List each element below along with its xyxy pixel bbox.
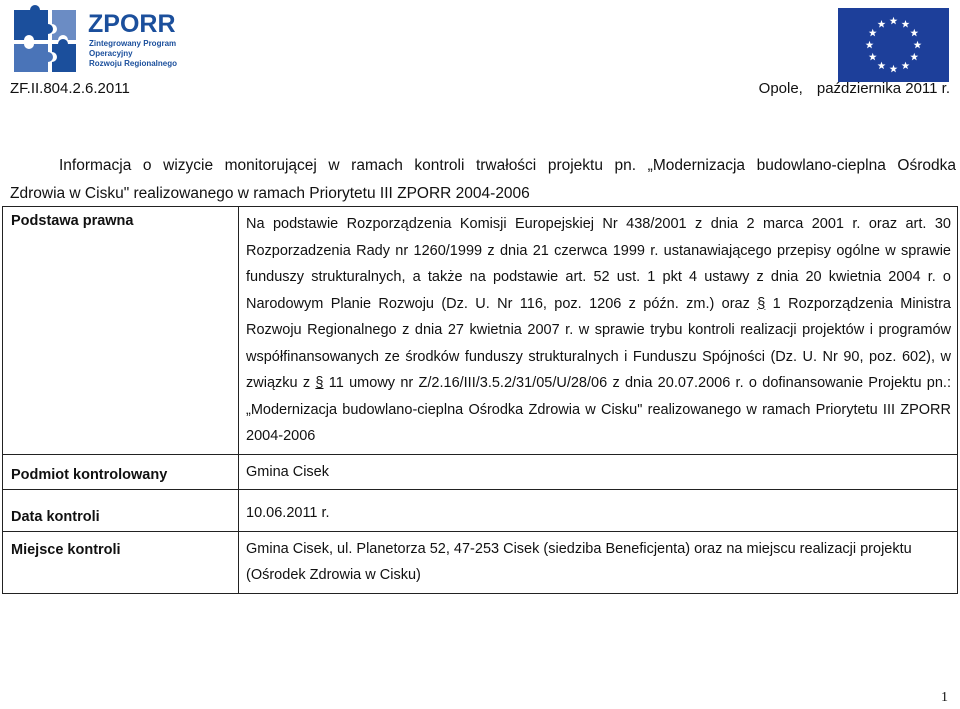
svg-text:Zintegrowany Program: Zintegrowany Program	[89, 39, 177, 48]
date-label: Data kontroli	[3, 490, 239, 532]
legal-basis-label: Podstawa prawna	[3, 207, 239, 455]
legal-text-a: Na podstawie Rozporządzenia Komisji Europejskiej Nr 438/2001 z dnia 2 marca 2001 r. oraz art. 30 Rozporzadzenia Rady nr 1260/1999 z dnia 21 czerwca 1999 r. ustanawiającego przepisy ogólne w sprawie funduszy strukturalnych, a także na podstawie art. 52 ust. 1 pkt 4 ustawy z dnia 20 kwietnia 2004 r. o Narodowym Planie Rozwoju (Dz. U. Nr 116, poz. 1206 z późn. zm.) oraz	[246, 216, 951, 312]
place-date	[759, 80, 950, 97]
zporr-logo	[10, 4, 180, 78]
date-value: 10.06.2011 r.	[239, 490, 958, 532]
intro-line-1: Informacja o wizycie monitorującej w ramach kontroli trwałości projektu pn. „Modernizacja budowlano-cieplna Ośrodka	[59, 157, 956, 174]
table-row	[3, 454, 958, 490]
table-row	[3, 207, 958, 455]
eu-flag-logo	[838, 8, 949, 82]
legal-text-b: 1 Rozporządzenia Ministra Rozwoju Regionalnego z dnia 27 kwietnia 2007 r. w sprawie trybu kontroli realizacji projektów i programów współfinansowanych ze środków funduszy strukturalnych i Funduszu Spójności (Dz. U. Nr 90, poz. 602), w związku z	[246, 295, 951, 391]
svg-text:ZPORR: ZPORR	[88, 10, 176, 38]
subject-value: Gmina Cisek	[239, 454, 958, 490]
subject-label: Podmiot kontrolowany	[3, 454, 239, 490]
city: Opole,	[758, 80, 803, 97]
legal-text-c: 11 umowy nr Z/2.16/III/3.5.2/31/05/U/28/06 z dnia 20.07.2006 r. o dofinansowanie Projektu pn.: „Modernizacja budowlano-cieplna Ośrodka Zdrowia w Cisku" realizowanego w ramach Priorytetu III ZPORR 2004-2006	[246, 375, 951, 444]
page-number: 1	[941, 690, 948, 705]
section-sign: §	[757, 295, 766, 312]
intro-paragraph	[10, 152, 956, 208]
svg-text:Operacyjny: Operacyjny	[89, 49, 133, 58]
place-label: Miejsce kontroli	[3, 531, 239, 593]
puzzle-icon	[14, 5, 76, 72]
table-row	[3, 490, 958, 532]
reference-line	[10, 80, 950, 97]
date: października 2011 r.	[816, 80, 950, 97]
legal-basis-value	[239, 207, 958, 455]
document-number: ZF.II.804.2.6.2011	[10, 80, 130, 97]
intro-line-2: Zdrowia w Cisku" realizowanego w ramach Priorytetu III ZPORR 2004-2006	[10, 185, 530, 202]
table-row	[3, 531, 958, 593]
place-value: Gmina Cisek, ul. Planetorza 52, 47-253 Cisek (siedziba Beneficjenta) oraz na miejscu realizacji projektu (Ośrodek Zdrowia w Cisku)	[239, 531, 958, 593]
section-sign: §	[315, 375, 324, 391]
info-table	[2, 206, 958, 594]
svg-text:Rozwoju Regionalnego: Rozwoju Regionalnego	[89, 59, 177, 68]
